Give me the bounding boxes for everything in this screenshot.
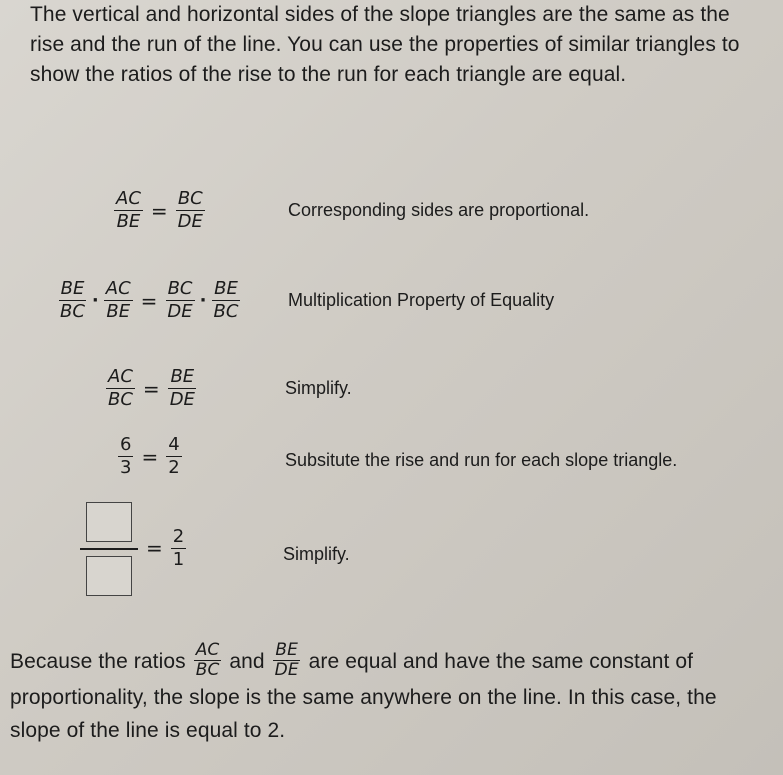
fraction: $\frac{4}{2}$ [168, 434, 180, 478]
equals-sign: = [150, 198, 168, 223]
conclusion-paragraph: Because the ratios $\frac{AC}{BC}$ and $\frac{BE}{DE}$ are equal and have the same constant of proportionality, the slope is the same anywhere on the line. In this case, the slope of the line is equal to 2. [10, 640, 717, 742]
step-row [0, 428, 783, 498]
fraction: $\frac{AC}{BE}$ [105, 278, 131, 322]
step-description: Simplify. [285, 378, 352, 398]
equals-sign: = [142, 376, 160, 401]
step-row [0, 178, 783, 248]
fraction: $\frac{AC}{BE}$ [116, 188, 141, 232]
multiply-dot: · [199, 290, 207, 311]
equals-sign: = [146, 536, 163, 560]
numerator-answer-box[interactable] [86, 502, 132, 542]
equals-sign: = [141, 444, 159, 469]
fraction: $\frac{2}{1}$ [172, 525, 185, 570]
fraction: $\frac{BE}{DE}$ [169, 366, 195, 410]
fraction: $\frac{BE}{BC}$ [60, 278, 85, 322]
equals-sign: = [140, 288, 158, 313]
step-row [0, 496, 783, 606]
equation [78, 498, 188, 598]
equation [104, 366, 199, 411]
step-description: Corresponding sides are proportional. [288, 200, 590, 220]
fraction: $\frac{6}{3}$ [120, 434, 132, 478]
inline-fraction: $\frac{BE}{DE}$ [274, 640, 299, 680]
equation [56, 278, 242, 323]
step-row [0, 268, 783, 338]
denominator-answer-box[interactable] [86, 556, 132, 596]
fraction [80, 498, 138, 598]
fraction: $\frac{BE}{BC}$ [213, 278, 239, 322]
step-description: Simplify. [283, 544, 350, 564]
step-description: Subsitute the rise and run for each slope triangle. [285, 450, 678, 470]
step-description: Multiplication Property of Equality [288, 290, 555, 310]
fraction: $\frac{BC}{DE}$ [177, 188, 203, 232]
step-row [0, 356, 783, 426]
equation [116, 434, 184, 479]
fraction: $\frac{AC}{BC}$ [108, 366, 133, 410]
equation [112, 188, 207, 233]
inline-fraction: $\frac{AC}{BC}$ [195, 640, 220, 680]
multiply-dot: · [91, 290, 99, 311]
intro-paragraph: The vertical and horizontal sides of the slope triangles are the same as the rise and the run of the line. You can use the properties of similar triangles to show the ratios of the rise to the run for each triangle are equal. [30, 3, 740, 86]
fraction: $\frac{BC}{DE}$ [167, 278, 193, 322]
